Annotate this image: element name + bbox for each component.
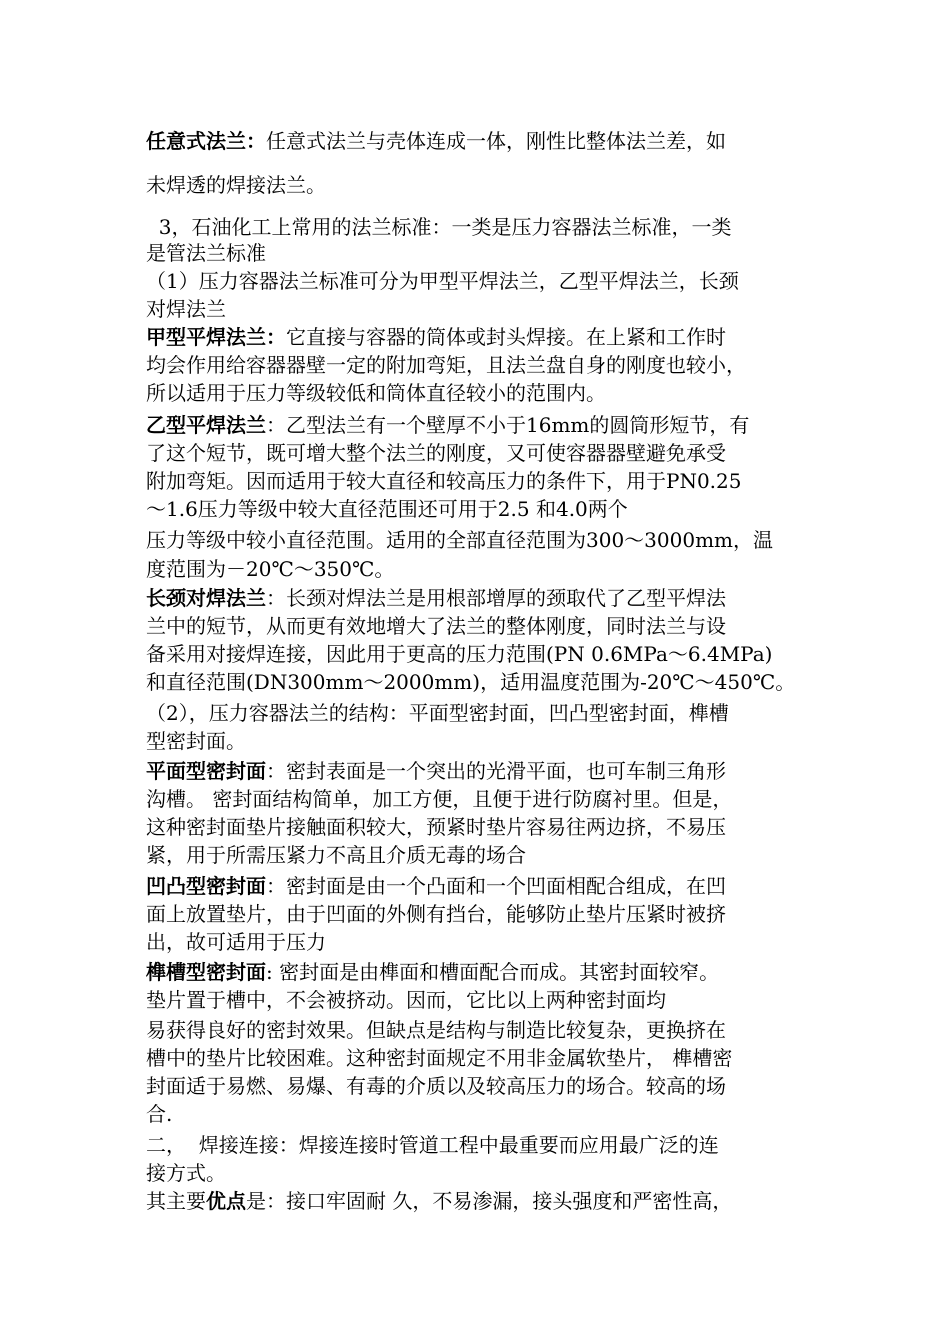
item1-line-1: （1）压力容器法兰标准可分为甲型平焊法兰，乙型平焊法兰，长颈 [146,269,739,293]
aotu-line-1: 凹凸型密封面：密封面是由一个凸面和一个凹面相配合组成，在凹 [146,874,726,898]
changjing-line-4: 和直径范围(DN300mm～2000mm)，适用温度范围为-20℃～450℃。 [146,670,796,694]
standards-line-2: 是管法兰标准 [146,241,266,265]
hanjie-line-2: 接方式。 [146,1161,226,1185]
pingmian-line-1: 平面型密封面：密封表面是一个突出的光滑平面，也可车制三角形 [146,759,726,783]
hanjie-line-1: 二， 焊接连接：焊接连接时管道工程中最重要而应用最广泛的连 [146,1133,719,1157]
jiaxing-line-2: 均会作用给容器器壁一定的附加弯矩，且法兰盘自身的刚度也较小， [146,353,746,377]
standards-line-1: 3，石油化工上常用的法兰标准：一类是压力容器法兰标准，一类 [146,215,732,239]
item2-line-2: 型密封面。 [146,729,246,753]
changjing-line-2: 兰中的短节，从而更有效地增大了法兰的整体刚度，同时法兰与设 [146,614,726,638]
yixing-line-6: 度范围为－20℃～350℃。 [146,557,395,581]
hanjie-line-3: 其主要优点是：接口牢固耐 久，不易渗漏，接头强度和严密性高， [146,1189,733,1213]
yixing-term: 乙型平焊法兰 [146,413,266,437]
suncao-line-2: 垫片置于槽中，不会被挤动。因而，它比以上两种密封面均 [146,988,666,1012]
suncao-line-6: 合. [146,1102,173,1126]
jiaxing-term: 甲型平焊法兰： [146,325,286,349]
changjing-line-3: 备采用对接焊连接，因此用于更高的压力范围(PN 0.6MPa～6.4MPa) [146,642,773,666]
yixing-line-5: 压力等级中较小直径范围。适用的全部直径范围为300～3000mm，温 [146,528,774,552]
yixing-line-1: 乙型平焊法兰：乙型法兰有一个壁厚不小于16mm的圆筒形短节，有 [146,413,750,437]
changjing-term: 长颈对焊法兰 [146,586,266,610]
pingmian-line-3: 这种密封面垫片接触面积较大，预紧时垫片容易往两边挤，不易压 [146,815,726,839]
jiaxing-line-3: 所以适用于压力等级较低和筒体直径较小的范围内。 [146,381,606,405]
item1-line-2: 对焊法兰 [146,297,226,321]
suncao-line-1: 榫槽型密封面: 密封面是由榫面和槽面配合而成。其密封面较窄。 [146,960,720,984]
renyi-line-1: 任意式法兰：任意式法兰与壳体连成一体，刚性比整体法兰差，如 [146,129,726,153]
yixing-line-3: 附加弯矩。因而适用于较大直径和较高压力的条件下，用于PN0.25 [146,469,742,493]
jiaxing-line-1: 甲型平焊法兰：它直接与容器的筒体或封头焊接。在上紧和工作时 [146,325,726,349]
item2-line-1: （2），压力容器法兰的结构：平面型密封面，凹凸型密封面，榫槽 [146,701,729,725]
aotu-line-2: 面上放置垫片，由于凹面的外侧有挡台，能够防止垫片压紧时被挤 [146,902,726,926]
suncao-line-5: 封面适于易燃、易爆、有毒的介质以及较高压力的场合。较高的场 [146,1074,726,1098]
suncao-line-4: 槽中的垫片比较困难。这种密封面规定不用非金属软垫片， 榫槽密 [146,1046,733,1070]
suncao-line-3: 易获得良好的密封效果。但缺点是结构与制造比较复杂，更换挤在 [146,1018,726,1042]
renyi-term: 任意式法兰： [146,129,266,153]
suncao-term: 榫槽型密封面 [146,960,266,984]
advantage-term: 优点 [206,1189,246,1213]
aotu-term: 凹凸型密封面 [146,874,266,898]
yixing-line-4: ～1.6压力等级中较大直径范围还可用于2.5 和4.0两个 [146,497,628,521]
changjing-line-1: 长颈对焊法兰：长颈对焊法兰是用根部增厚的颈取代了乙型平焊法 [146,586,726,610]
pingmian-line-4: 紧，用于所需压紧力不高且介质无毒的场合 [146,843,526,867]
renyi-line-2: 未焊透的焊接法兰。 [146,173,326,197]
aotu-line-3: 出，故可适用于压力 [146,930,326,954]
pingmian-line-2: 沟槽。 密封面结构简单，加工方便，且便于进行防腐衬里。但是， [146,787,733,811]
yixing-line-2: 了这个短节，既可增大整个法兰的刚度，又可使容器器壁避免承受 [146,441,726,465]
pingmian-term: 平面型密封面 [146,759,266,783]
